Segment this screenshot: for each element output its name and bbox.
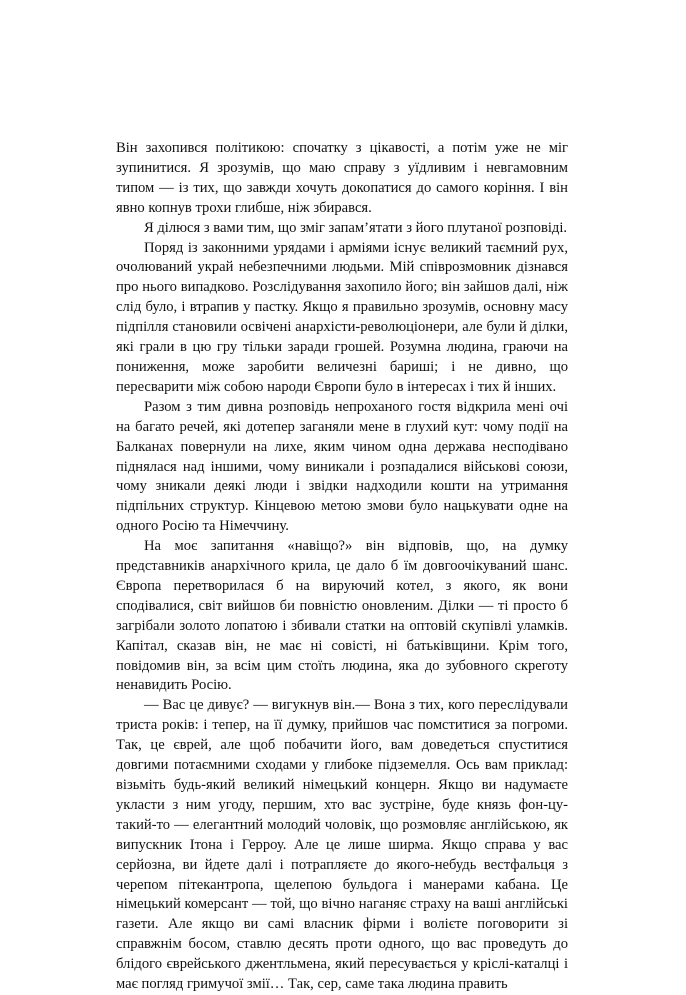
paragraph-2: Я ділюся з вами тим, що зміг запам’ятати з його плутаної розповіді.	[144, 219, 568, 236]
paragraph-3: Поряд із законними урядами і арміями існує великий таємний рух, очолюваний украй небезпечними людьми. Мій співрозмовник дізнався про нього випадково. Розслідування захопило його; він зайшов далі, ніж слід було, і втрапив у пастку. Якщо я правильно зрозумів, основну масу підпілля становили освічені анархісти-революціонери, але були й ділки, які грали в цю гру тільки заради грошей. Розумна людина, граючи на пониження, може заробити величезні бариші; і не дивно, що пересварити між собою народи Європи було в інтересах і тих й інших.	[116, 239, 568, 395]
paragraph-5: На моє запитання «навіщо?» він відповів, що, на думку представників анархічного крила, це дало б їм довгоочікуваний шанс. Європа перетворилася б на вируючий котел, з якого, як вони сподівалися, світ вийшов би повністю оновленим. Ділки — ті просто б загрібали золото лопатою і збивали статки на оптовій скупівлі уламків. Капітал, сказав він, не має ні совісті, ні батьківщини. Крім того, повідомив він, за всім цим стоїть людина, яка до зубовного скреготу ненавидить Росію.	[116, 538, 568, 694]
paragraph-1: Він захопився політикою: спочатку з цікавості, а потім уже не міг зупинитися. Я зрозумів, що маю справу з уїдливим і невгамовним типом — із тих, що завжди хочуть докопатися до самого коріння. І він явно копнув трохи глибше, ніж збирався.	[116, 140, 568, 216]
paragraph-6: — Вас це дивує? — вигукнув він.— Вона з тих, кого переслідували триста років: і тепер, на її думку, прийшов час помститися за погроми. Так, це єврей, але щоб побачити його, вам доведеться спуститися довгими потаємними сходами у глибоке підземелля. Ось вам приклад: візьміть будь-який великий німецький концерн. Якщо ви надумаєте укласти з ним угоду, першим, хто вас зустріне, буде князь фон-цу-такий-то — елегантний молодий чоловік, що розмовляє англійською, як випускник Ітона і Герроу. Але це лише ширма. Якщо справа у вас серйозна, ви йдете далі і потрапляєте до якого-небудь вестфальця з черепом пітекантропа, щелепою бульдога і манерами кабана. Це німецький комерсант — той, що вічно наганяє страху на ваші англійські газети. Але якщо ви самі власник фірми і волієте поговорити зі справжнім босом, ставлю десять проти одного, що вас проведуть до блідого єврейського джентльмена, який пересувається у кріслі-каталці і має погляд гримучої змії… Так, сер, саме така людина править	[116, 697, 568, 993]
paragraph-4: Разом з тим дивна розповідь непроханого гостя відкрила мені очі на багато речей, які дотепер заганяли мене в глухий кут: чому події на Балканах повернули на лихе, яким чином одна держава несподівано піднялася над іншими, чому виникали і розпадалися військові союзи, чому зникали деякі люди і звідки надходили кошти на утримання підпільних структур. Кінцевою метою змови було нацькувати одне на одного Росію та Німеччину.	[116, 398, 568, 535]
book-page-text	[116, 139, 568, 995]
